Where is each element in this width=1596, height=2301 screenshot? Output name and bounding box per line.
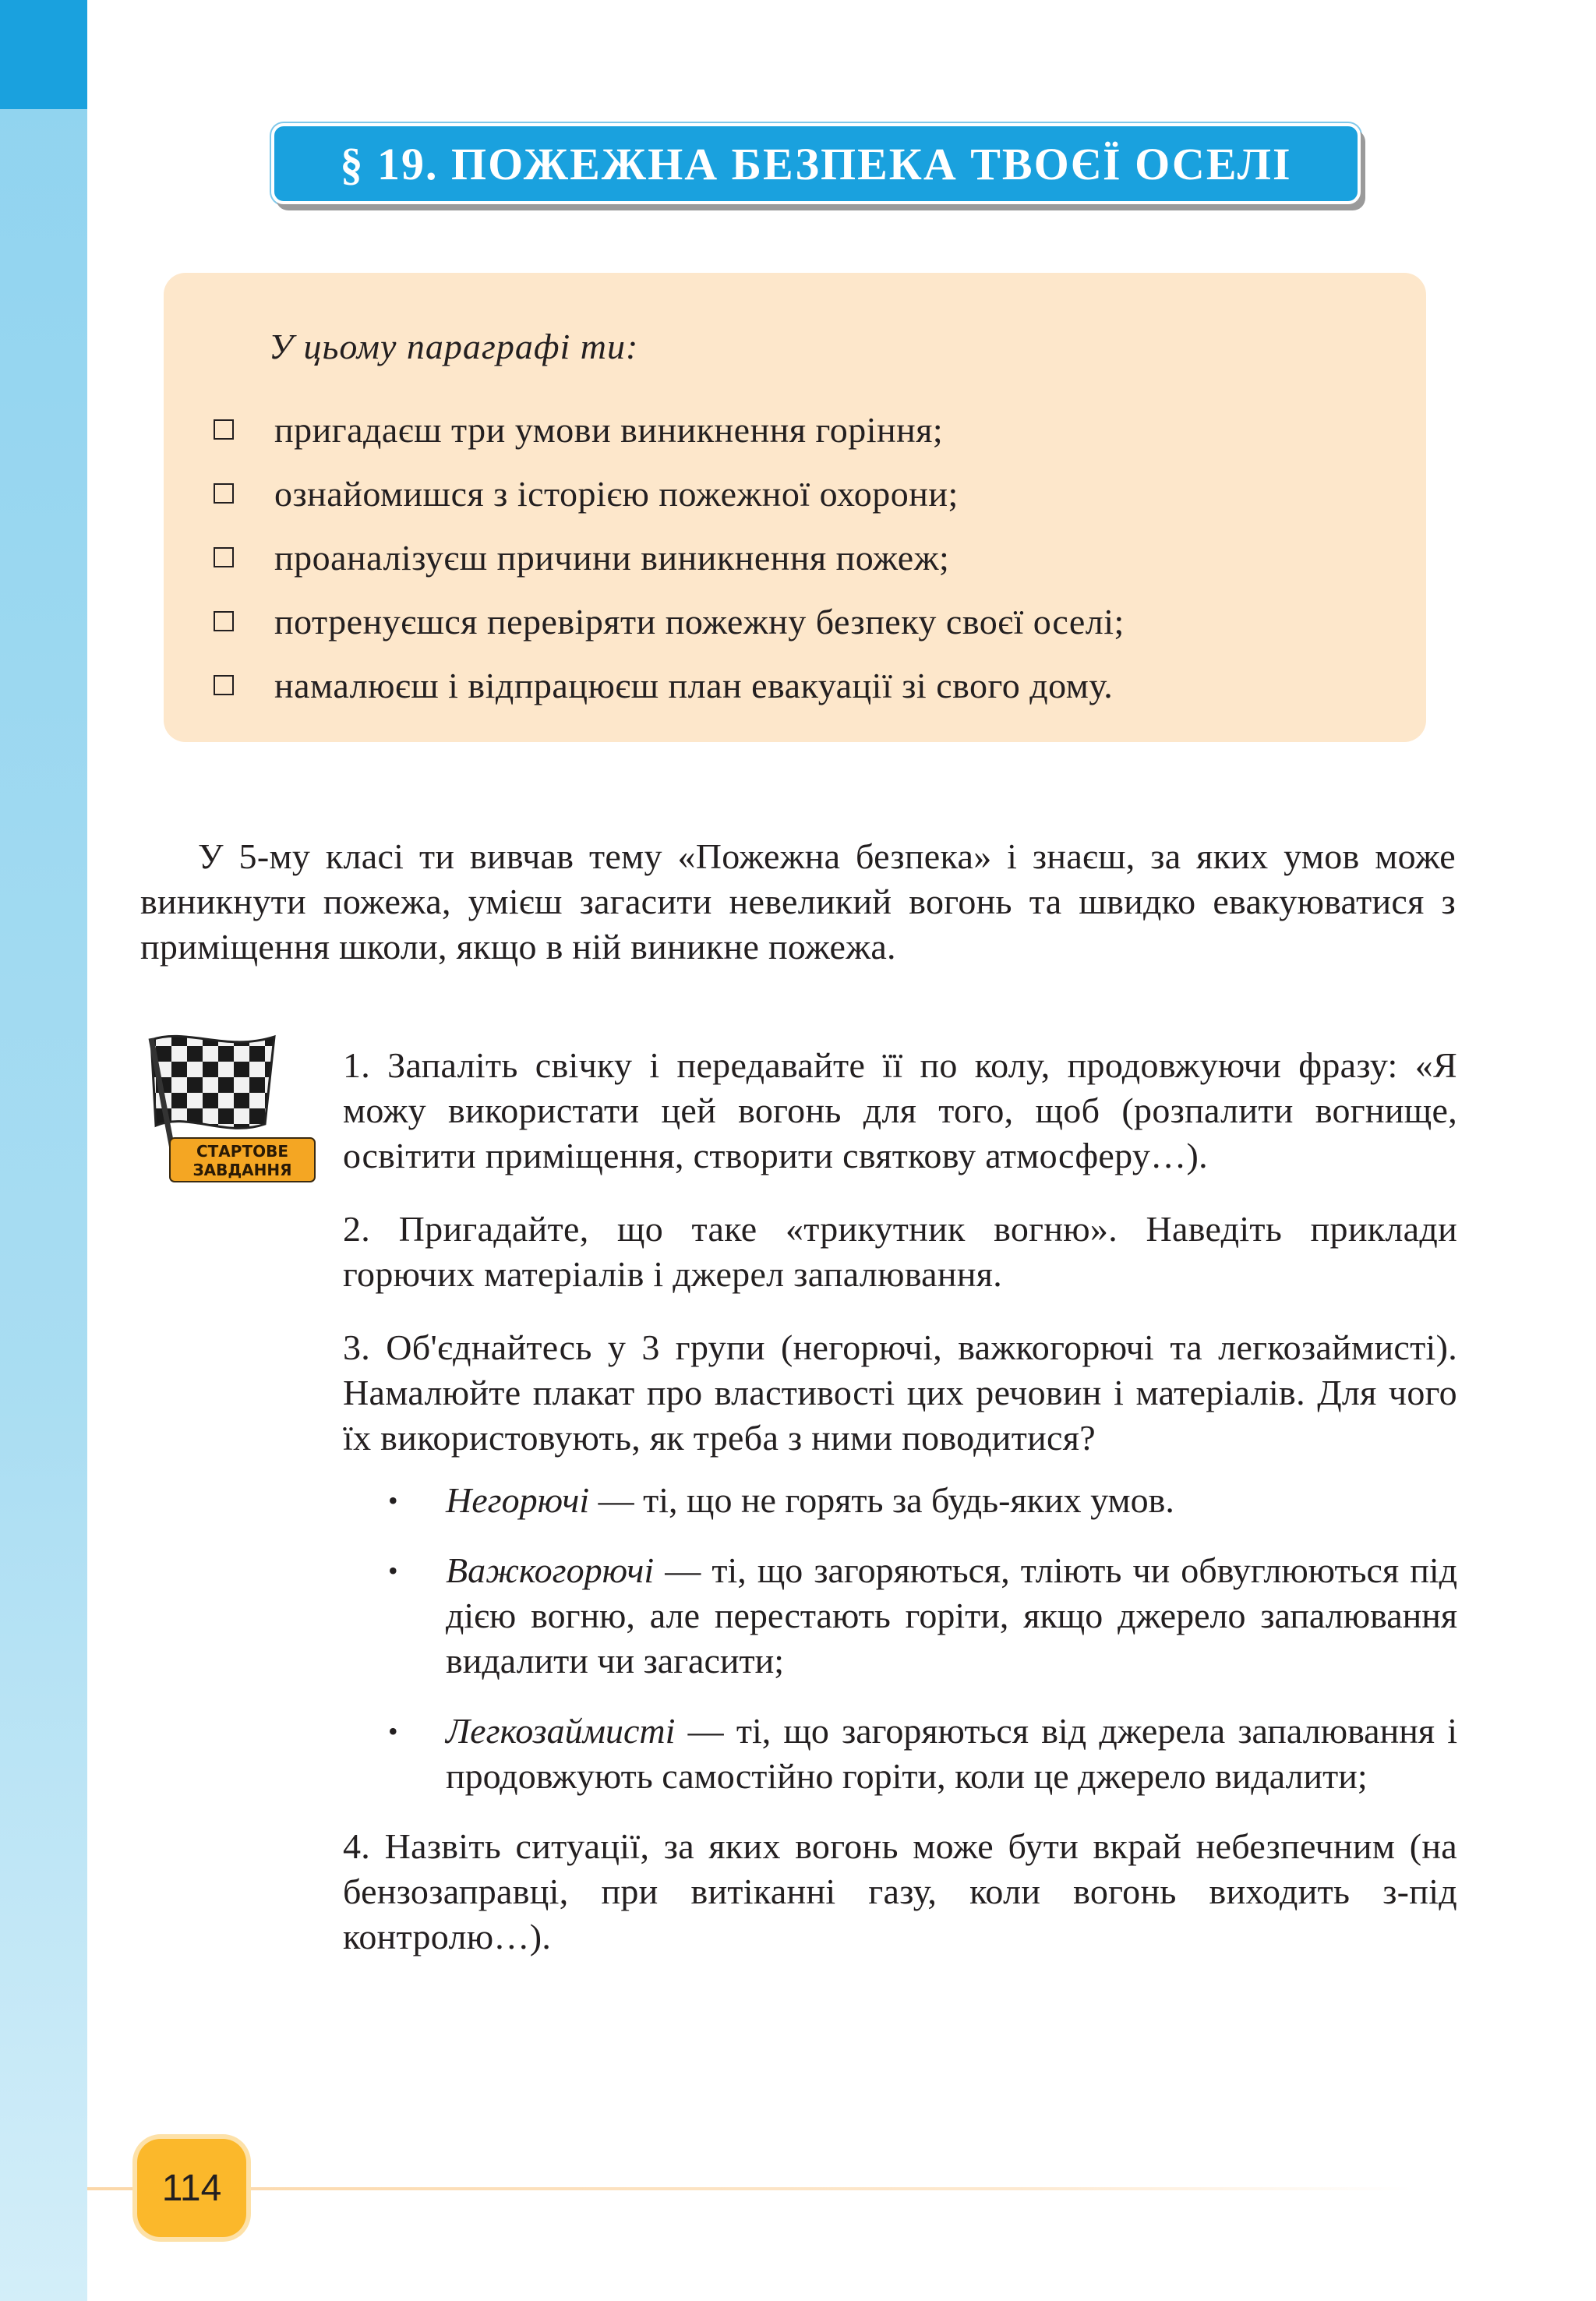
bullet-icon: • [388,1555,398,1586]
goal-text: проаналізуєш причини виникнення пожеж; [274,537,950,578]
checkbox-icon [214,419,234,440]
bullet-icon: • [388,1716,398,1747]
goal-text: намалюєш і відпрацюєш план евакуації зі свого дому. [274,665,1114,705]
material-type-item [343,1478,1457,1523]
material-description: — ті, що не горять за будь-яких умов. [589,1480,1174,1520]
section-title: § 19. ПОЖЕЖНА БЕЗПЕКА ТВОЄЇ ОСЕЛІ [340,138,1292,189]
side-strip [0,0,87,2301]
goal-text: потренуєшся перевіряти пожежну безпеку своєї оселі; [274,601,1125,642]
task-2: 2. Пригадайте, що таке «трикутник вогню». Наведіть приклади горючих матеріалів і джерел запалювання. [343,1209,1457,1294]
checkbox-icon [214,547,234,567]
bullet-icon: • [388,1485,398,1516]
goal-item [209,398,1125,461]
checkbox-icon [214,483,234,504]
goal-text: пригадаєш три умови виникнення горіння; [274,409,944,450]
material-description: — ті, що загоряються від джерела запалювання і продовжують самостійно горіти, коли це джерело видалити; [446,1711,1457,1796]
material-types-list [343,1478,1457,1799]
task-4: 4. Назвіть ситуації, за яких вогонь може бути вкрай небезпечним (на бензозаправці, при витіканні газу, коли вогонь виходить з-під контролю…). [343,1826,1457,1956]
goal-item [209,589,1125,653]
checkered-flag-icon [140,1030,320,1186]
goal-item [209,525,1125,589]
checkbox-icon [214,611,234,631]
intro-paragraph: У 5-му класі ти вивчав тему «Пожежна безпека» і знаєш, за яких умов може виникнути пожежа, умієш загасити невеликий вогонь та швидко евакуюватися з приміщення школи, якщо в ній виникне пожежа. [140,836,1456,967]
goal-text: ознайомишся з історією пожежної охорони; [274,473,959,514]
tasks-block [343,1043,1457,1988]
task-3: 3. Об'єднайтесь у 3 групи (негорючі, важкогорючі та легкозаймисті). Намалюйте плакат про властивості цих речовин і матеріалів. Для чого їх використовують, як треба з ними поводитися? [343,1327,1457,1458]
start-task-label-line2: ЗАВДАННЯ [192,1161,292,1179]
goals-intro: У цьому параграфі ти: [269,327,639,366]
material-term: Негорючі [446,1480,590,1520]
page-number-badge [137,2139,246,2237]
section-title-banner [271,123,1361,204]
start-task-label-line1: СТАРТОВЕ [196,1142,289,1161]
material-description: — ті, що загоряються, тліють чи обвуглюються під дією вогню, але перестають горіти, якщо джерело запалювання видалити чи загасити; [446,1550,1457,1681]
goal-item [209,461,1125,525]
side-strip-top [0,0,87,109]
material-term: Важкогорючі [446,1550,655,1590]
material-type-item [343,1709,1457,1799]
goal-item [209,653,1125,717]
checkbox-icon [214,675,234,695]
page-number: 114 [161,2167,222,2209]
goals-list [209,398,1125,717]
footer-divider [87,2187,1412,2190]
task-1: 1. Запаліть свічку і передавайте її по колу, продовжуючи фразу: «Я можу використати цей вогонь для того, щоб (розпалити вогнище, освітити приміщення, створити святкову атмосферу…). [343,1045,1457,1175]
material-type-item [343,1548,1457,1684]
material-term: Легкозаймисті [446,1711,676,1751]
